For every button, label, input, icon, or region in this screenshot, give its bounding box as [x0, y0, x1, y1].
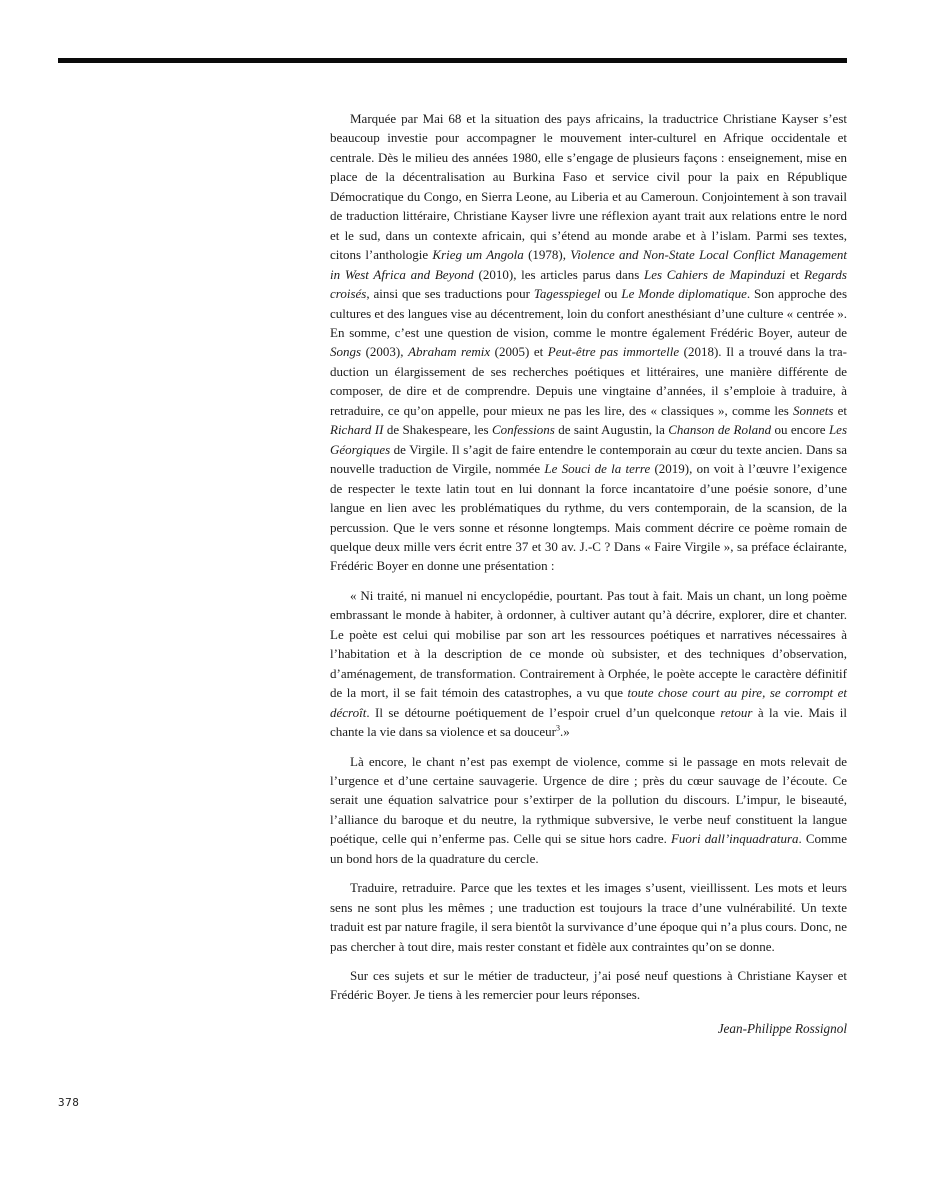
text-segment: à la vie. Mais il chante la vie dans sa violence et sa douceur	[330, 704, 847, 740]
text-segment: (2010), les articles parus dans	[473, 266, 645, 282]
text-segment: Traduire, retraduire. Parce que les textes et les images s’usent, vieillissent. Les mots et leurs sens ne sont plus les mêmes ; une traduction est toujours la trace d’une vulnérabilité. Un texte traduit est par nature fragile, il sera bientôt la survivance d’une époque qui n’a plus cours. Donc, ne pas chercher à tout dire, mais rester constant et fidèle aux contraintes qu’on se donne.	[330, 880, 847, 954]
text-segment: et	[785, 266, 805, 282]
text-segment: ou encore	[771, 422, 829, 438]
text-segment: Sonnets	[793, 402, 834, 418]
translation-paragraph	[330, 878, 847, 956]
page-number: 378	[58, 1096, 80, 1109]
footnote-marker: 3	[555, 723, 560, 733]
text-segment: Fuori dall’inquadratura	[670, 831, 799, 847]
text-segment: (2019), on voit à l’œuvre l’exigence de respecter le texte latin tout en lui donnant la force incantatoire d’une poésie sonore, d’une langue en lien avec les problématiques du rythme, du vers contemporain, de la scansion, de la percussion. Que le vers sonne et résonne longtemps. Mais comment décrire ce poème romain de quelque deux mille vers écrit entre 37 et 30 av. J.-C ? Dans « Faire Virgile », sa préface éclairante, Frédéric Boyer en donne une présentation :	[330, 461, 847, 574]
text-segment: Confessions	[492, 422, 555, 438]
text-segment: toute chose court au pire, se corrompt et décroît	[330, 685, 847, 720]
text-segment: . Son approche des cultures et des langues vise au décentrement, loin du confort anesthésiant d’une culture « centrée ». En somme, c’est une question de vision, comme le montre également Frédéric Boyer, auteur de	[330, 286, 848, 340]
text-segment: Tagesspiegel	[533, 286, 601, 302]
text-segment: (1978),	[523, 247, 571, 263]
text-segment: . Comme un bond hors de la quadrature du cercle.	[330, 831, 847, 866]
author-signature: Jean-Philippe Rossignol	[717, 1020, 847, 1036]
intro-paragraph	[330, 109, 847, 576]
text-segment: Sur ces sujets et sur le métier de traducteur, j’ai posé neuf questions à Christiane Kayser et Frédéric Boyer. Je tiens à les remercier pour leurs réponses.	[330, 968, 847, 1003]
text-segment: Les Cahiers de Mapinduzi	[644, 266, 786, 282]
text-segment: Chanson de Roland	[668, 422, 772, 438]
commentary-paragraph	[330, 752, 847, 869]
text-segment: (2003),	[361, 344, 409, 360]
header-rule	[58, 58, 847, 63]
text-segment: .»	[560, 724, 570, 740]
text-segment: et	[833, 402, 847, 418]
text-segment: (2005) et	[490, 344, 548, 360]
text-segment: Le Souci de la terre	[544, 461, 651, 477]
text-segment: de Virgile. Il s’agit de faire entendre le contemporain au cœur du texte ancien. Dans sa nouvelle traduction de Virgile, nommée	[330, 441, 847, 477]
text-segment: , ainsi que ses traductions pour	[366, 286, 534, 302]
text-segment: Regards croisés	[330, 266, 847, 302]
text-segment: Là encore, le chant n’est pas exempt de violence, comme si le passage en mots relevait de l’urgence et d’une certaine sauvagerie. Urgence de dire ; près du cœur sauvage de l’écoute. Ce serait une équation salvatrice pour s’extirper de la pollution du discours. L’impur, le biseauté, l’alliance du baroque et du neutre, la rythmique subversive, le verbe neuf constituent la langue poétique, celle qui n’enferme pas. Celle qui se situe hors cadre.	[330, 753, 847, 847]
text-segment: ou	[600, 286, 622, 302]
text-segment: Peut-être pas immortelle	[547, 344, 680, 360]
text-segment: Les Géorgiques	[330, 422, 848, 457]
text-segment: . Il se détourne poétiquement de l’espoir cruel d’un quelconque	[366, 704, 721, 720]
text-segment: Krieg um Angola	[432, 247, 524, 263]
article-paragraphs	[330, 109, 847, 1005]
text-segment: retour	[720, 704, 753, 720]
text-segment: de Shakespeare, les	[383, 422, 492, 438]
text-segment: Richard II	[330, 422, 384, 438]
text-segment: Abraham remix	[408, 344, 491, 360]
text-segment: Marquée par Mai 68 et la situation des pays africains, la traductrice Christiane Kayser s’est beaucoup investie pour accompagner le mouvement inter-culturel en Afrique occidentale et centrale. Dès le milieu des années 1980, elle s’engage de plusieurs façons : enseignement, mise en place de la décentralisation au Burkina Faso et service civil pour la paix en République Démocratique du Congo, en Sierra Leone, au Liberia et au Cameroun. Conjointement à son travail de traduction littéraire, Christiane Kayser livre une réflexion ayant trait aux relations entre le nord et le sud, dans un contexte africain, qui s’étend au monde arabe et à l’islam. Parmi ses textes, citons l’anthologie	[330, 111, 847, 263]
text-segment: Le Monde diplomatique	[621, 286, 747, 302]
quote-paragraph	[330, 586, 847, 742]
article-body	[330, 109, 847, 1038]
text-segment: (2018). Il a trouvé dans la traduction un élargissement de ses recherches poétiques et littéraires, une manière différente de composer, de dire et de comprendre. Depuis une vingtaine d’années, il s’emploie à traduire, à retraduire, ce qu’on appelle, pour mieux ne pas les lire, des « classiques », comme les	[330, 344, 847, 418]
text-segment: Violence and Non-State Local Conflict Management in West Africa and Beyond	[330, 247, 848, 282]
closing-paragraph	[330, 966, 847, 1005]
text-segment: « Ni traité, ni manuel ni encyclopédie, pourtant. Pas tout à fait. Mais un chant, un long poème embrassant le monde à habiter, à ordonner, à cultiver autant qu’à décrire, explorer, dire et chanter. Le poète est celui qui mobilise par son art les ressources poétiques et narratives nécessaires à l’habitation et à la description de ce monde où subsister, et des techniques d’observation, d’aménagement, de transformation. Contrairement à Orphée, le poète accepte le caractère définitif de la mort, il se fait témoin des catastrophes, a vu que	[330, 587, 847, 701]
text-segment: de saint Augustin, la	[554, 422, 669, 438]
text-segment: Songs	[330, 344, 362, 360]
